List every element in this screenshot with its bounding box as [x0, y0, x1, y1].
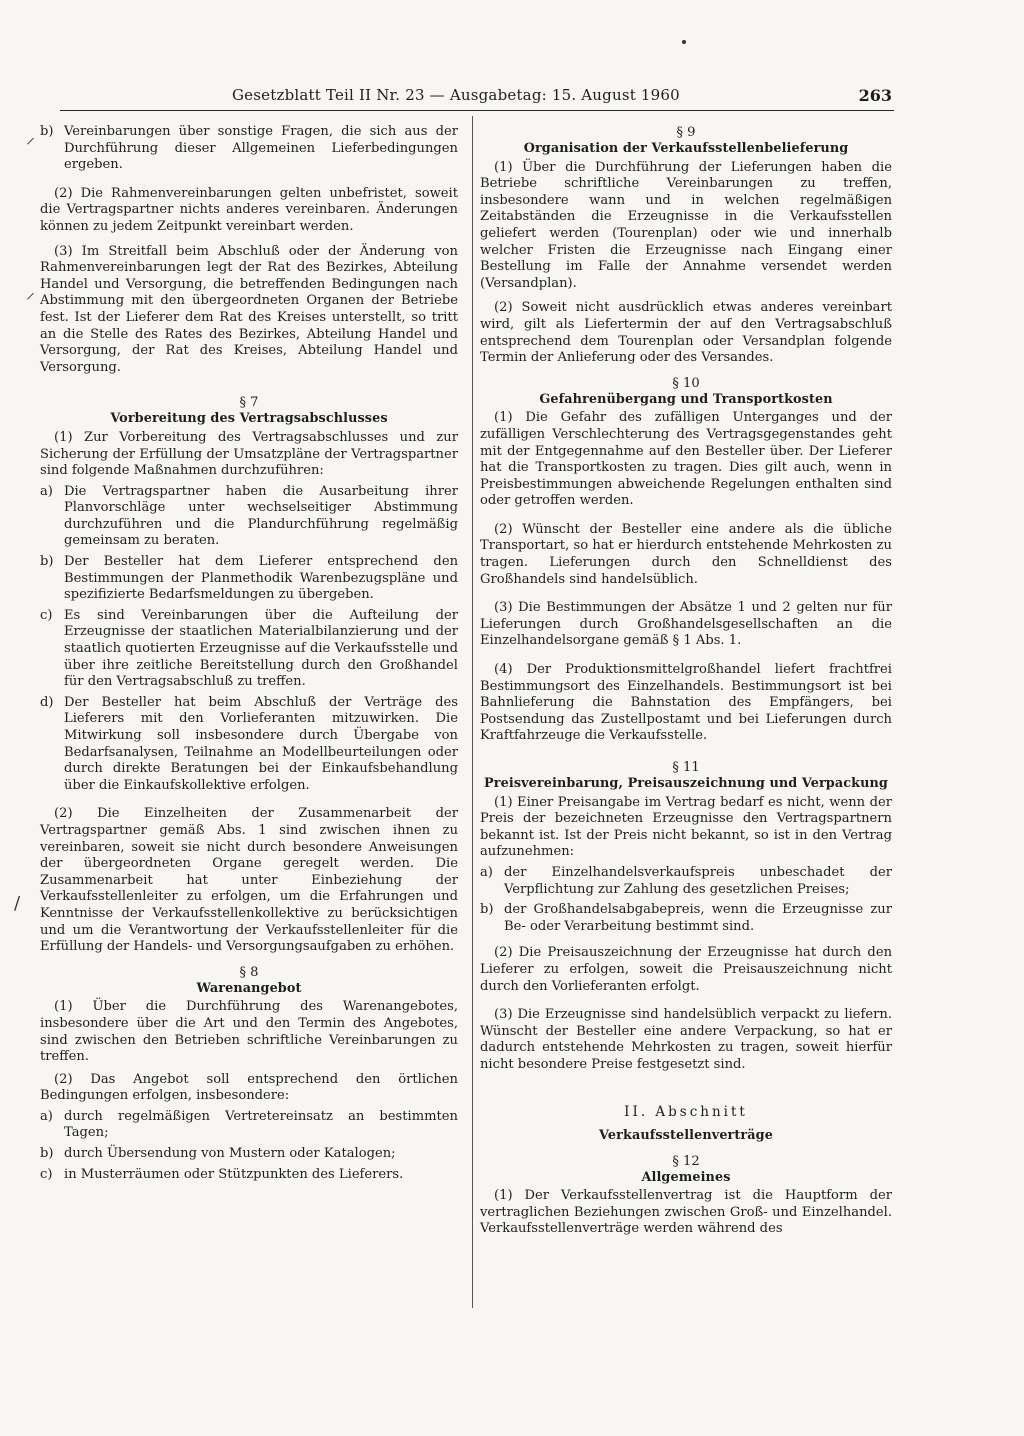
list-item [40, 695, 458, 795]
margin-mark-2: ⸝ [26, 282, 35, 303]
list-marker: d) [40, 694, 54, 710]
paragraph: (3) Die Erzeugnisse sind handelsüblich verpackt zu liefern. Wünscht der Besteller eine andere Verpackung, so hat er dadurch entstehende Mehrkosten zu tragen, soweit hierfür nicht besondere Preise festgesetzt sind. [480, 1007, 892, 1072]
list-marker: c) [40, 607, 53, 623]
paragraph: (2) Die Rahmenvereinbarungen gelten unbefristet, soweit die Vertragspartner nichts anderes vereinbaren. Änderungen können zu jedem Zeitpunkt vereinbart werden. [40, 185, 458, 234]
list-text: in Musterräumen oder Stützpunkten des Lieferers. [64, 1166, 404, 1182]
section-number: § 11 [672, 760, 700, 775]
section-title: Vorbereitung des Vertragsabschlusses [110, 411, 388, 427]
paragraph: (2) Soweit nicht ausdrücklich etwas anderes vereinbart wird, gilt als Liefertermin der auf den Vertragsabschluß entsprechend dem Tourenplan oder Versandplan folgende Termin der Anlieferung oder des Versandes. [480, 300, 892, 366]
print-speck [682, 40, 686, 44]
list-marker: b) [40, 1146, 54, 1162]
section-title: Preisvereinbarung, Preisauszeichnung und Verpackung [484, 776, 888, 791]
paragraph: (3) Im Streitfall beim Abschluß oder der Änderung von Rahmenvereinbarungen legt der Rat des Bezirkes, Abteilung Handel und Versorgung, die betreffenden Bedingungen nach Abstimmung mit den übergeordneten Organen der Betriebe fest. Ist der Lieferer dem Rat des Kreises unterstellt, so tritt an die Stelle des Rates des Bezirkes, Abteilung Handel und Versorgung, der Rat des Kreises, Abteilung Handel und Versorgung. [40, 243, 458, 375]
section-title: Gefahrenübergang und Transportkosten [539, 391, 833, 407]
paragraph: (1) Zur Vorbereitung des Vertragsabschlusses und zur Sicherung der Erfüllung der Umsatzpläne der Vertragspartner sind folgende Maßnahmen durchzuführen: [40, 429, 458, 479]
right-column [480, 124, 892, 1246]
list-marker: b) [480, 902, 494, 918]
list-text: durch Übersendung von Mustern oder Katalogen; [64, 1146, 396, 1162]
margin-mark-3: / [14, 893, 21, 914]
list-item [480, 865, 892, 898]
paragraph: (4) Der Produktionsmittelgroßhandel liefert frachtfrei Bestimmungsort des Einzelhandels. Bestimmungsort ist bei Bahnlieferung die Bahnstation des Empfängers, bei Postsendung das Zustellpostamt und bei Lieferungen durch Kraftfahrzeuge die Verkaufsstelle. [480, 662, 892, 744]
section-title: Warenangebot [196, 980, 302, 996]
column-divider [472, 116, 473, 1308]
section-number: § 9 [676, 125, 696, 140]
paragraph: (1) Über die Durchführung des Warenangebotes, insbesondere über die Art und den Termin des Angebotes, sind zwischen den Betrieben schriftliche Vereinbarungen zu treffen. [40, 999, 458, 1065]
paragraph: (2) Die Preisauszeichnung der Erzeugnisse hat durch den Lieferer zu erfolgen, soweit die Preisauszeichnung nicht durch den Vorlieferanten erfolgt. [480, 945, 892, 994]
list-text: Der Besteller hat beim Abschluß der Verträge des Lieferers mit den Vorlieferanten mitzuwirken. Die Mitwirkung soll insbesondere durch Übergabe von Bedarfsanalysen, Teilnahme an Modellbeurteilungen oder durch direkte Beratungen bei der Einkaufsbehandlung über die Einkaufskollektive erfolgen. [64, 694, 458, 793]
list-marker: b) [40, 554, 54, 570]
paragraph: (1) Die Gefahr des zufälligen Unterganges und der zufälligen Verschlechterung des Vertragsgegenstandes geht mit der Entgegennahme auf den Besteller über. Der Lieferer hat die Transportkosten zu tragen. Dies gilt auch, wenn in Preisbestimmungen abweichende Regelungen enthalten sind oder getroffen werden. [480, 410, 892, 509]
list-marker: c) [40, 1166, 53, 1182]
list-text: der Großhandelsabgabepreis, wenn die Erzeugnisse zur Be- oder Verarbeitung bestimmt sind. [504, 902, 892, 934]
section-number: § 7 [239, 395, 259, 411]
paragraph: (2) Die Einzelheiten der Zusammenarbeit der Vertragspartner gemäß Abs. 1 sind zwischen ihnen zu vereinbaren, soweit sie nicht durch besondere Anweisungen der übergeordneten Organe geregelt werden. Die Zusammenarbeit hat unter Einbeziehung der Verkaufsstellenleiter zu erfolgen, um die Erfahrungen und Kenntnisse der Verkaufsstellenkollektive zu berücksichtigen und um die Verantwortung der Verkaufsstellenleiter für die Erfüllung der Handels- und Versorgungsaufgaben zu erhöhen. [40, 806, 458, 955]
paragraph: (1) Der Verkaufsstellenvertrag ist die Hauptform der vertraglichen Beziehungen zwischen Groß- und Einzelhandel. Verkaufsstellenverträge werden während des [480, 1188, 892, 1237]
page-header [62, 86, 892, 108]
margin-mark-1: ⸝ [26, 127, 35, 148]
section-number: § 8 [239, 964, 259, 980]
list-item [40, 484, 458, 550]
paragraph: (1) Einer Preisangabe im Vertrag bedarf es nicht, wenn der Preis der bezeichneten Erzeugnisse den Vertragspartnern bekannt ist. Ist der Preis nicht bekannt, so ist in den Vertrag aufzunehmen: [480, 794, 892, 860]
list-item [40, 554, 458, 604]
list-item [40, 1167, 458, 1184]
running-title: Gesetzblatt Teil II Nr. 23 — Ausgabetag: 15. August 1960 [232, 86, 680, 104]
list-text: durch regelmäßigen Vertretereinsatz an bestimmten Tagen; [64, 1108, 458, 1141]
list-item [40, 1146, 458, 1163]
left-column [40, 124, 458, 1187]
section-number: § 10 [672, 375, 700, 391]
list-text: Vereinbarungen über sonstige Fragen, die sich aus der Durchführung dieser Allgemeinen Lieferbedingungen ergeben. [64, 124, 458, 173]
list-item [40, 1109, 458, 1142]
paragraph: (2) Wünscht der Besteller eine andere als die übliche Transportart, so hat er hierdurch entstehende Mehrkosten zu tragen. Lieferungen durch den Schnelldienst des Großhandels sind handelsüblich. [480, 521, 892, 587]
list-marker: a) [40, 1108, 53, 1124]
section-title: Allgemeines [641, 1169, 731, 1185]
paragraph: (1) Über die Durchführung der Lieferungen haben die Betriebe schriftliche Vereinbarungen zu treffen, insbesondere wann und in welchen regelmäßigen Zeitabständen die Erzeugnisse in die Verkaufsstellen geliefert werden (Tourenplan) oder wie und innerhalb welcher Fristen die Erzeugnisse nach Eingang einer Bestellung im Falle der Annahme versendet werden (Versandplan). [480, 159, 892, 291]
paragraph: (2) Das Angebot soll entsprechend den örtlichen Bedingungen erfolgen, insbesondere: [40, 1071, 458, 1104]
list-item [480, 902, 892, 935]
list-item [40, 608, 458, 691]
section-number: § 12 [672, 1153, 700, 1169]
list-marker: a) [40, 483, 53, 499]
list-text: Die Vertragspartner haben die Ausarbeitung ihrer Planvorschläge unter wechselseitiger Abstimmung durchzuführen und die Plandurchführung regelmäßig gemeinsam zu beraten. [64, 483, 458, 549]
header-rule [60, 110, 894, 111]
chapter-heading: II. Abschnitt [624, 1103, 748, 1120]
list-item [40, 124, 458, 174]
paragraph: (3) Die Bestimmungen der Absätze 1 und 2 gelten nur für Lieferungen durch Großhandelsgesellschaften an die Einzelhandelsorgane gemäß § 1 Abs. 1. [480, 600, 892, 649]
list-text: Es sind Vereinbarungen über die Aufteilung der Erzeugnisse der staatlichen Materialbilanzierung und der staatlich quotierten Erzeugnisse auf die Verkaufsstelle und über ihre zeitliche Bereitstellung durch den Großhandel für den Vertragsabschluß zu treffen. [64, 607, 458, 690]
list-marker: a) [480, 864, 493, 880]
list-marker: b) [40, 124, 54, 139]
section-title: Organisation der Verkaufsstellenbelieferung [523, 141, 849, 156]
chapter-title: Verkaufsstellenverträge [599, 1128, 773, 1144]
page-number: 263 [858, 86, 892, 105]
list-text: der Einzelhandelsverkaufspreis unbeschadet der Verpflichtung zur Zahlung des gesetzlichen Preises; [504, 864, 892, 897]
list-text: Der Besteller hat dem Lieferer entsprechend den Bestimmungen der Planmethodik Warenbezugspläne und spezifizierte Bedarfsmeldungen zu übergeben. [64, 554, 458, 603]
